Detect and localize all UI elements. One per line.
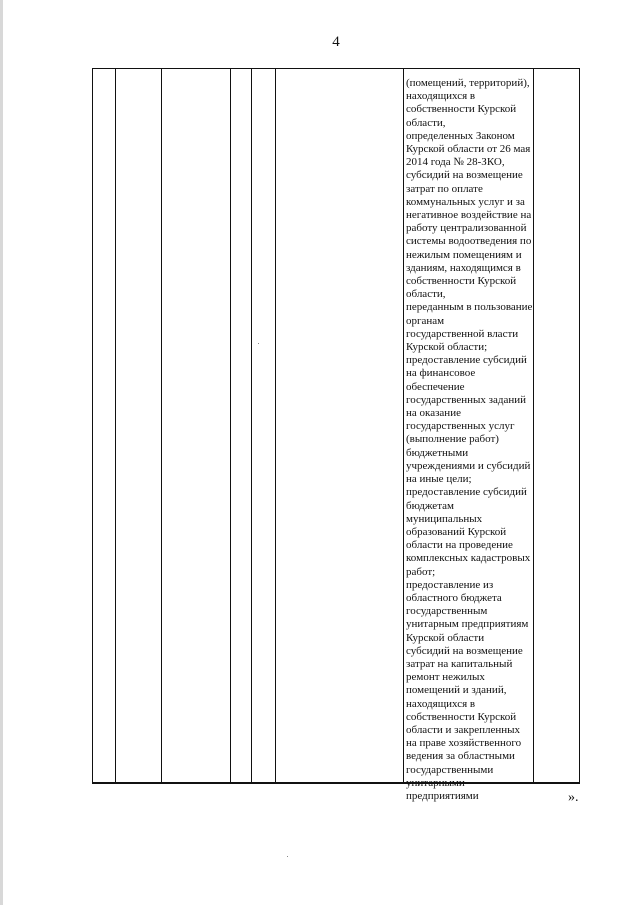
scan-speck <box>258 343 259 344</box>
column-divider <box>403 69 404 782</box>
column-divider <box>115 69 116 782</box>
closing-quote: ». <box>568 790 579 805</box>
column-divider <box>251 69 252 782</box>
column-divider <box>230 69 231 782</box>
column-divider <box>161 69 162 782</box>
table-cell-text: (помещений, территорий), находящихся в собственности Курской области, определенных Законом Курской области от 26 мая 2014 года № 28-ЗКО, субсидий на возмещение затрат по оплате коммунальных услуг и за негативное воздействие на работу централизованной системы водоотведения по нежилым помещениям и зданиям, находящимся в собственности Курской области, переданным в пользование органам государственной власти Курской области; предоставление субсидий на финансовое обеспечение государственных заданий на оказание государственных услуг (выполнение работ) бюджетными учреждениями и субсидий на иные цели; предоставление субсидий бюджетам муниципальных образований Курской области на проведение комплексных кадастровых работ; предоставление из областного бюджета государственным унитарным предприятиям Курской области субсидий на возмещение затрат на капитальный ремонт нежилых помещений и зданий, находящихся в собственности Курской области и закрепленных на праве хозяйственного ведения за областными государственными унитарными предприятиями <box>406 77 533 802</box>
column-divider <box>275 69 276 782</box>
scan-speck <box>287 856 288 857</box>
scan-edge <box>0 0 3 905</box>
page-number: 4 <box>332 34 340 50</box>
document-table <box>92 68 580 802</box>
